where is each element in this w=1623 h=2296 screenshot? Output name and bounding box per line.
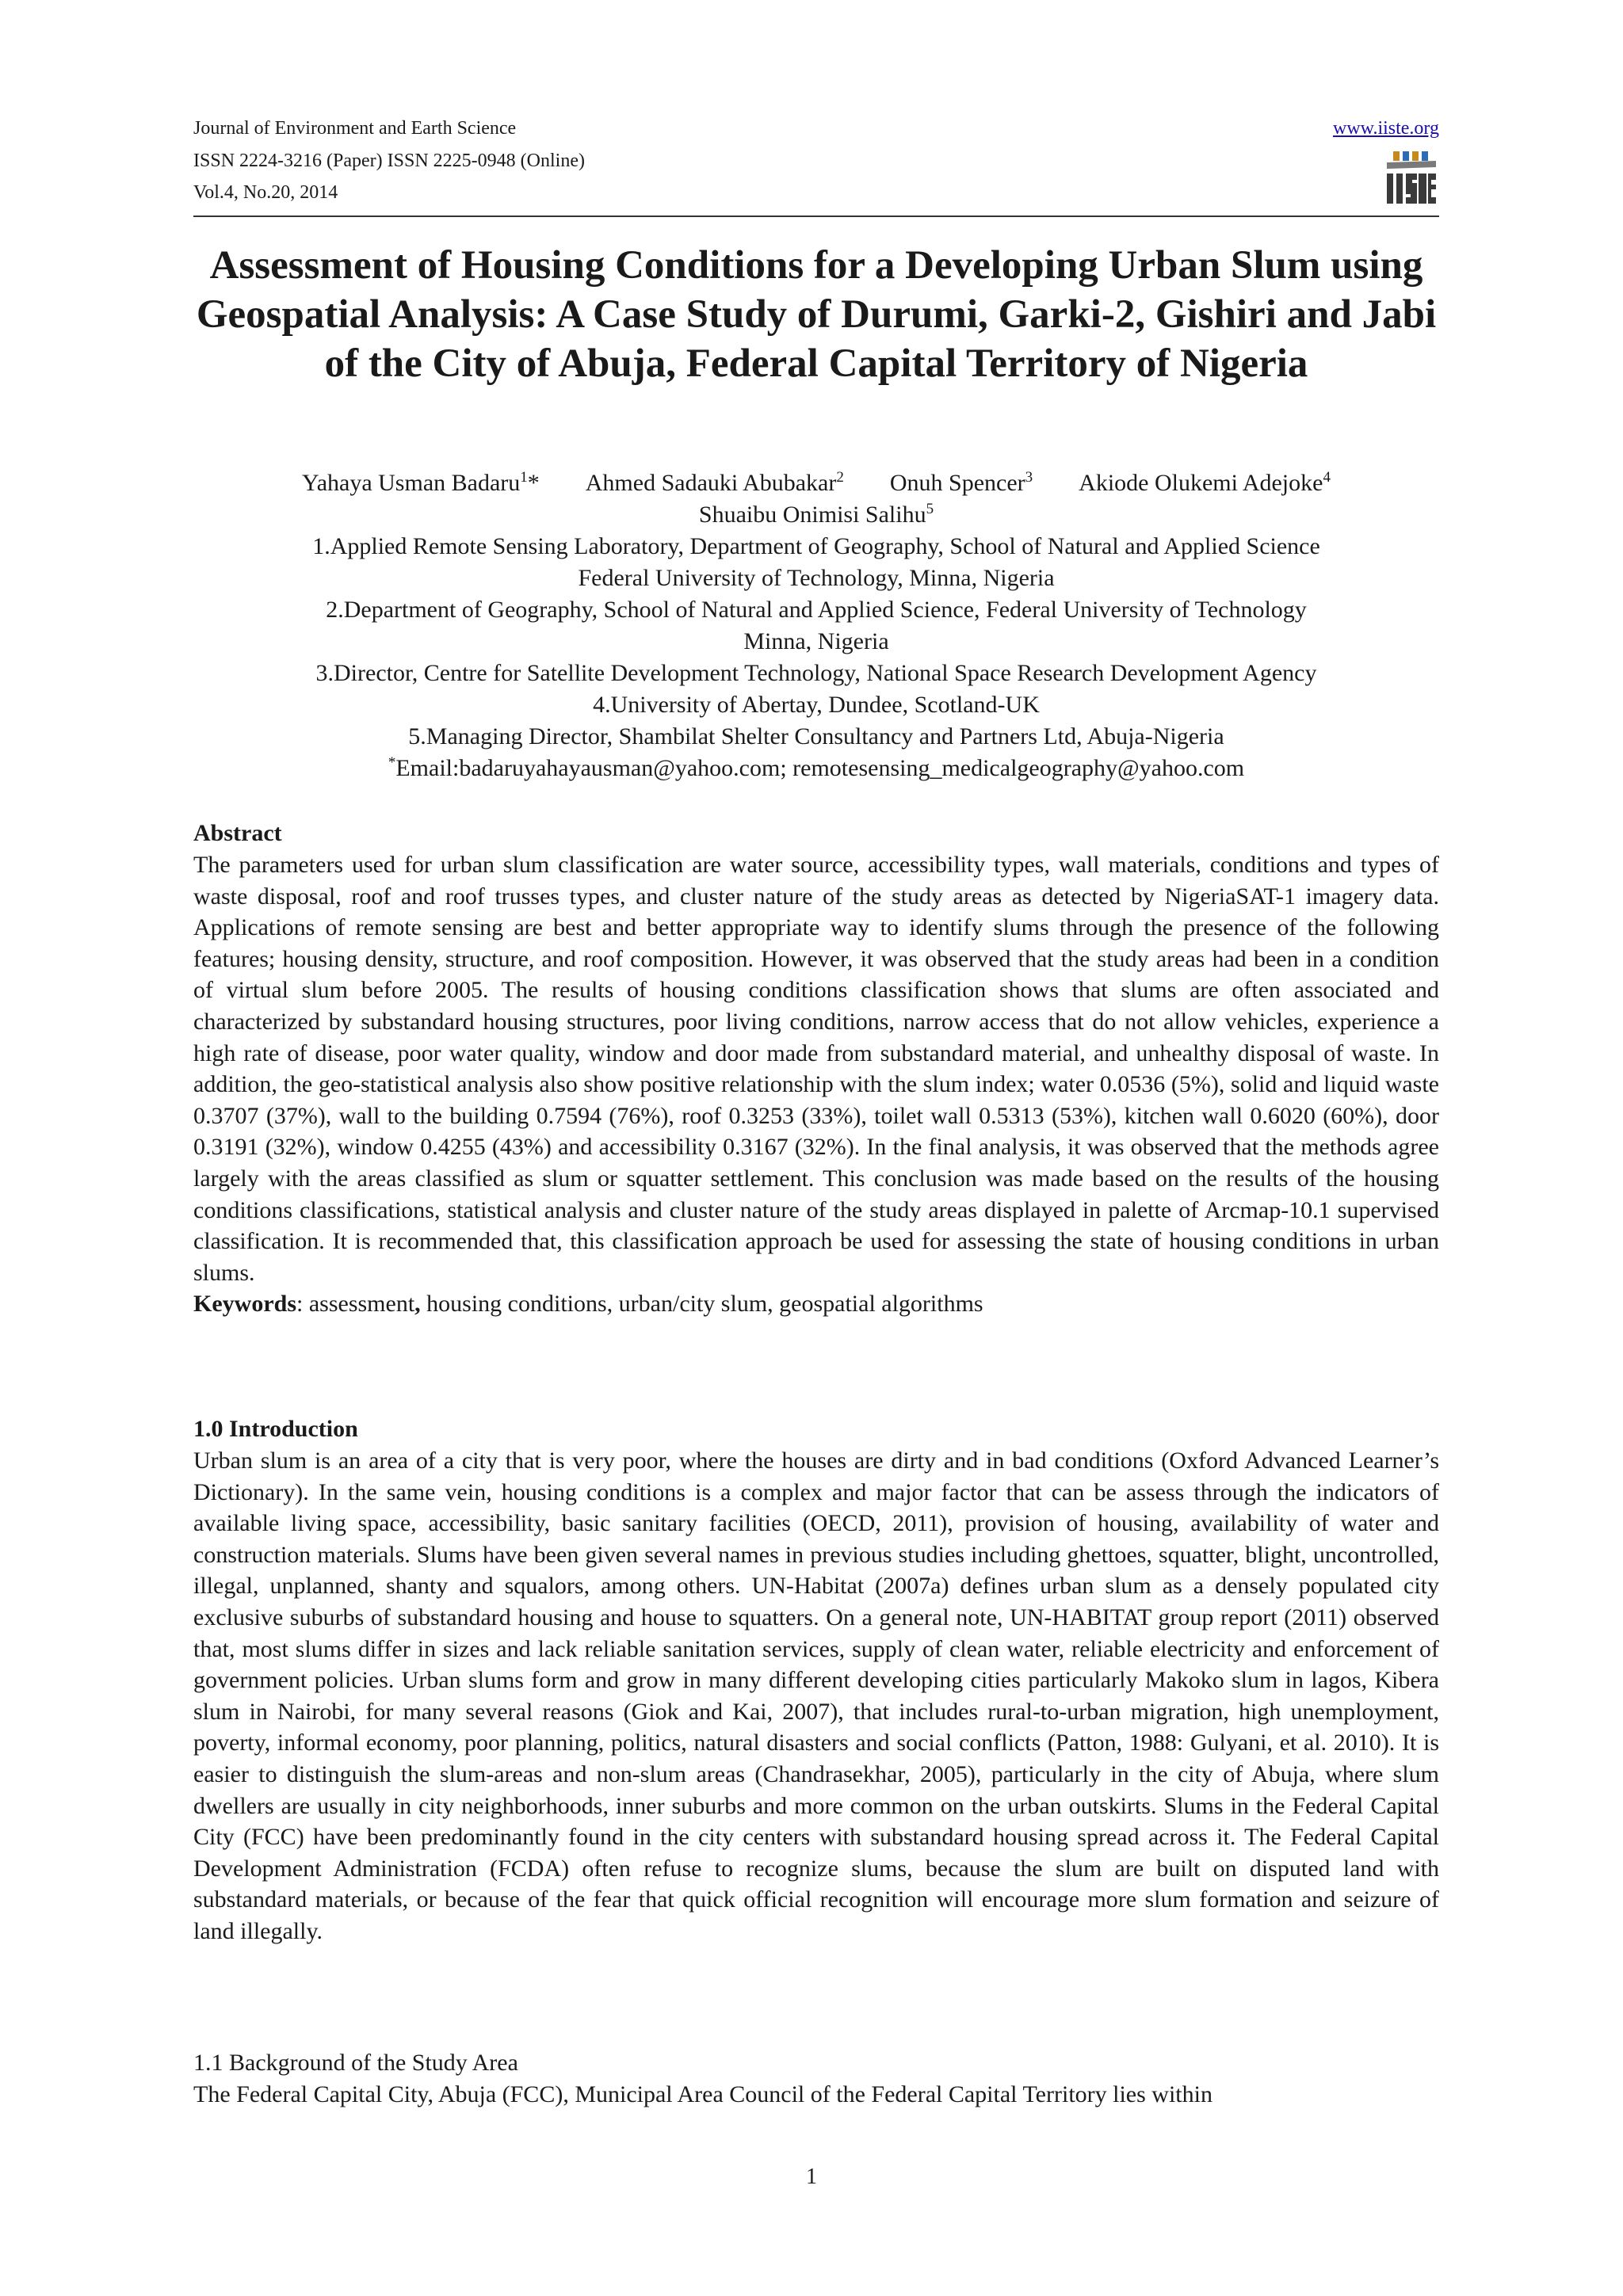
affiliation: 4.University of Abertay, Dundee, Scotland-UK	[593, 692, 1040, 718]
background-heading: 1.1 Background of the Study Area	[193, 2050, 518, 2076]
affiliation: 2.Department of Geography, School of Natural and Applied Science, Federal University of Technology	[326, 597, 1307, 623]
iiste-logo-icon	[1384, 150, 1439, 207]
author: Akiode Olukemi Adejoke$^4$	[1079, 469, 1331, 496]
contact-email: *Email:badaruyahayausman@yahoo.com; remotesensing_medicalgeography@yahoo.com	[388, 754, 1245, 781]
journal-issn: ISSN 2224-3216 (Paper) ISSN 2225-0948 (Online)	[193, 150, 585, 171]
author-block	[193, 467, 1439, 784]
introduction-text: Urban slum is an area of a city that is very poor, where the houses are dirty and in bad conditions (Oxford Advanced Learner’s Dictionary). In the same vein, housing conditions is a complex and major factor that can be assess through the indicators of available living space, accessibility, basic sanitary facilities (OECD, 2011), provision of housing, availability of water and construction materials. Slums have been given several names in previous studies including ghettoes, squatter, blight, uncontrolled, illegal, unplanned, shanty and squalors, among others. UN-Habitat (2007a) defines urban slum as a densely populated city exclusive suburbs of substandard housing and house to squatters. On a general note, UN-HABITAT group report (2011) observed that, most slums differ in sizes and lack reliable sanitation services, supply of clean water, reliable electricity and enforcement of government policies. Urban slums form and grow in many different developing cities particularly Makoko slum in lagos, Kibera slum in Nairobi, for many several reasons (Giok and Kai, 2007), that includes rural-to-urban migration, high unemployment, poverty, informal economy, poor planning, politics, natural disasters and social conflicts (Patton, 1988: Gulyani, et al. 2010). It is easier to distinguish the slum-areas and non-slum areas (Chandrasekhar, 2005), particularly in the city of Abuja, where slum dwellers are usually in city neighborhoods, inner suburbs and more common on the urban outskirts. Slums in the Federal Capital City (FCC) have been predominantly found in the city centers with substandard housing spread across it. The Federal Capital Development Administration (FCDA) often refuse to recognize slums, because the slum are built on disputed land with substandard materials, or because of the fear that quick official recognition will encourage more slum formation and seizure of land illegally.	[193, 1447, 1439, 1944]
author: Shuaibu Onimisi Salihu$^5$	[698, 501, 934, 528]
author: Ahmed Sadauki Abubakar$^2$	[585, 469, 844, 496]
journal-header	[193, 113, 585, 209]
affiliation: 1.Applied Remote Sensing Laboratory, Department of Geography, School of Natural and Applied Science	[312, 533, 1320, 559]
affiliation: Federal University of Technology, Minna, Nigeria	[578, 565, 1055, 591]
affiliation: 5.Managing Director, Shambilat Shelter Consultancy and Partners Ltd, Abuja-Nigeria	[408, 723, 1224, 749]
journal-volume: Vol.4, No.20, 2014	[193, 182, 338, 203]
header-divider	[193, 215, 1439, 217]
abstract-section	[193, 818, 1439, 1320]
author: Yahaya Usman Badaru$^1$*	[302, 469, 540, 496]
introduction-heading: 1.0 Introduction	[193, 1416, 358, 1442]
journal-name: Journal of Environment and Earth Science	[193, 118, 517, 139]
affiliation: 3.Director, Centre for Satellite Development Technology, National Space Research Development Agency	[315, 660, 1317, 686]
keywords: Keywords: assessment, housing conditions, urban/city slum, geospatial algorithms	[193, 1291, 983, 1318]
author: Onuh Spencer$^3$	[889, 469, 1033, 496]
background-section	[193, 2047, 1439, 2111]
paper-title: Assessment of Housing Conditions for a Developing Urban Slum using Geospatial Analysis: A Case Study of Durumi, Garki-2, Gishiri and Jabi of the City of Abuja, Federal Capital Territory of Nigeria	[196, 243, 1437, 386]
website-link[interactable]: www.iiste.org	[1333, 118, 1439, 139]
affiliation: Minna, Nigeria	[743, 628, 889, 654]
page-number: 1	[806, 2164, 817, 2189]
background-text: The Federal Capital City, Abuja (FCC), Municipal Area Council of the Federal Capital Territory lies within	[193, 2081, 1212, 2107]
abstract-heading: Abstract	[193, 820, 282, 846]
abstract-text: The parameters used for urban slum classification are water source, accessibility types, wall materials, conditions and types of waste disposal, roof and roof trusses types, and cluster nature of the study areas as detected by NigeriaSAT-1 imagery data. Applications of remote sensing are best and better appropriate way to identify slums through the presence of the following features; housing density, structure, and roof composition. However, it was observed that the study areas had been in a condition of virtual slum before 2005. The results of housing conditions classification shows that slums are often associated and characterized by substandard housing structures, poor living conditions, narrow access that do not allow vehicles, experience a high rate of disease, poor water quality, window and door made from substandard material, and unhealthy disposal of waste. In addition, the geo-statistical analysis also show positive relationship with the slum index; water 0.0536 (5%), solid and liquid waste 0.3707 (37%), wall to the building 0.7594 (76%), roof 0.3253 (33%), toilet wall 0.5313 (53%), kitchen wall 0.6020 (60%), door 0.3191 (32%), window 0.4255 (43%) and accessibility 0.3167 (32%). In the final analysis, it was observed that the methods agree largely with the areas classified as slum or squatter settlement. This conclusion was made based on the results of the housing conditions classifications, statistical analysis and cluster nature of the study areas displayed in palette of Arcmap-10.1 supervised classification. It is recommended that, this classification approach be used for assessing the state of housing conditions in urban slums.	[193, 852, 1439, 1286]
introduction-section	[193, 1413, 1439, 1947]
author-list	[193, 467, 1439, 499]
